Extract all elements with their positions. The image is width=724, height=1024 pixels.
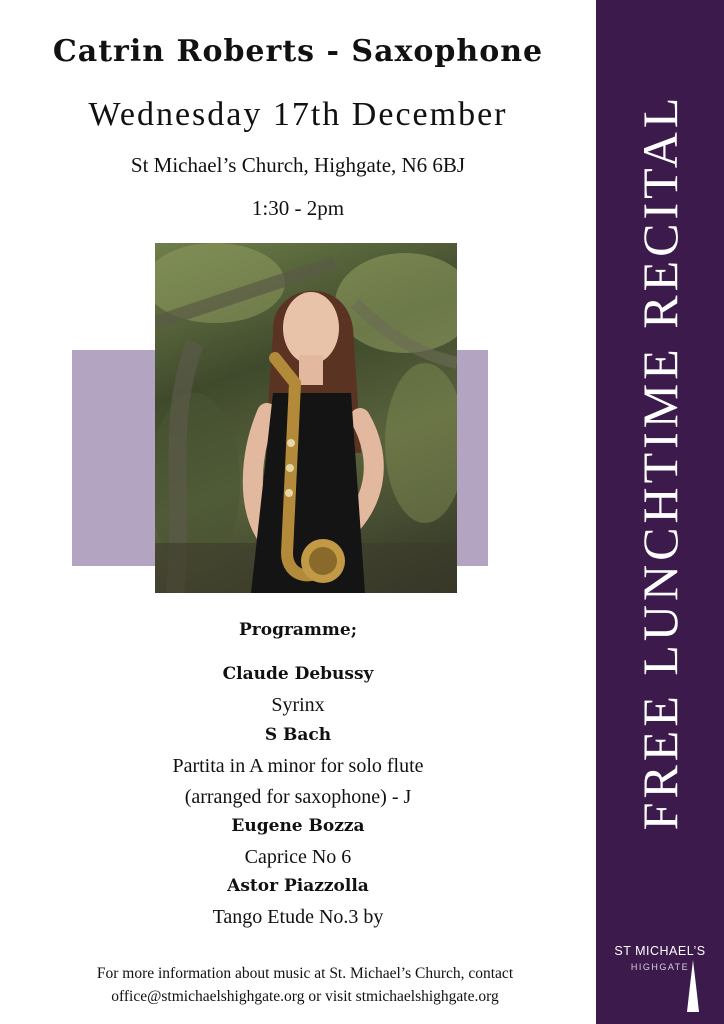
work-1: Syrinx: [271, 694, 325, 716]
work-2a: Partita in A minor for solo flute: [172, 755, 424, 777]
church-spire-icon: [686, 960, 700, 1012]
composer-4: Astor Piazzolla: [227, 876, 369, 896]
event-venue: St Michael’s Church, Highgate, N6 6BJ: [130, 153, 466, 177]
event-time: 1:30 - 2pm: [251, 196, 345, 220]
footer-info-line-1: For more information about music at St. Michael’s Church, contact: [96, 965, 514, 982]
work-4: Tango Etude No.3 by: [212, 906, 384, 928]
accent-block-left: [72, 350, 158, 566]
performer-photo-illustration: [155, 243, 457, 593]
sidebar-banner: [596, 0, 724, 1024]
free-lunchtime-recital-heading: FREE LUNCHTIME RECITAL: [632, 93, 688, 831]
performer-photo: [155, 243, 457, 593]
composer-2: S Bach: [264, 725, 332, 745]
event-date: Wednesday 17th December: [88, 96, 508, 133]
church-logo-sub: HIGHGATE: [630, 962, 690, 972]
footer-info-line-2: office@stmichaelshighgate.org or visit stmichaelshighgate.org: [111, 988, 499, 1005]
performer-title: Catrin Roberts - Saxophone: [52, 34, 544, 69]
composer-3: Eugene Bozza: [231, 816, 365, 836]
accent-block-right: [455, 350, 488, 566]
programme-heading: Programme;: [238, 620, 357, 640]
work-2b: (arranged for saxophone) - J: [184, 786, 412, 808]
church-logo-name: ST MICHAEL’S: [614, 944, 706, 958]
work-3: Caprice No 6: [244, 846, 352, 868]
composer-1: Claude Debussy: [222, 664, 374, 684]
